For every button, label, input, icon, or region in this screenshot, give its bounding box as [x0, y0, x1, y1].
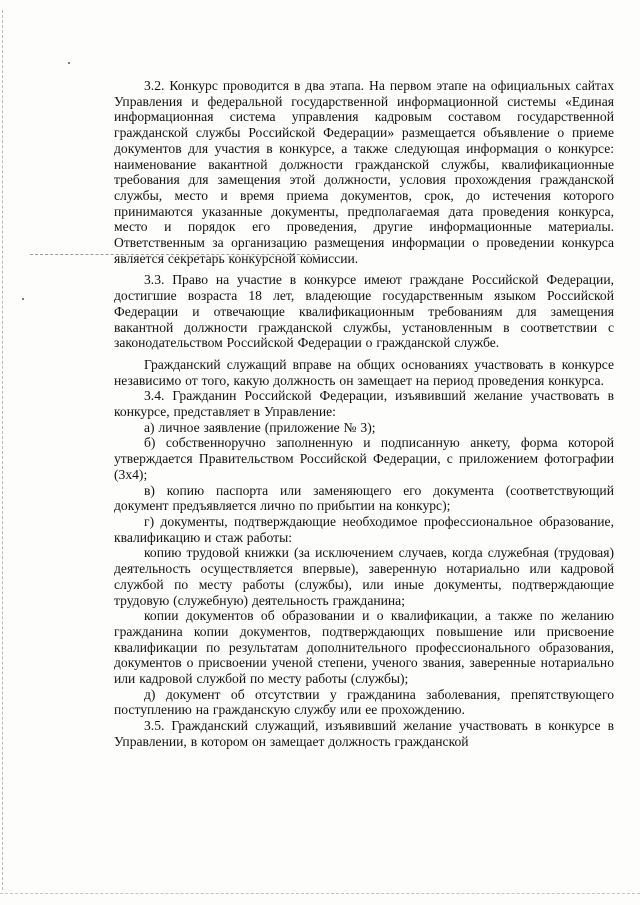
paragraph-3-2: 3.2. Конкурс проводится в два этапа. На первом этапе на официальных сайтах Управления и федеральной государственной информационной системы «Единая информационная система управления кадровым составом государственной гражданской службы Российской Федерации» размещается объявление о приеме документов для участия в конкурсе, а также следующая информация о конкурсе: наименование вакантной должности гражданской службы, квалификационные требования для замещения этой должности, условия прохождения гражданской службы, место и время приема документов, срок, до истечения которого принимаются указанные документы, предполагаемая дата проведения конкурса, место и порядок его проведения, другие информационные материалы. Ответственным за организацию размещения информации о проведении конкурса является секретарь конкурсной комиссии. — [114, 78, 614, 266]
scan-speck — [68, 62, 70, 64]
item-g-workbook: копию трудовой книжки (за исключением случаев, когда служебная (трудовая) деятельность осуществляется впервые), заверенную нотариально или кадровой службой по месту работы (службы), или иные документы, подтверждающие трудовую (служебную) деятельность гражданина; — [114, 545, 614, 608]
item-b: б) собственноручно заполненную и подписанную анкету, форма которой утверждается Правительством Российской Федерации, с приложением фотографии (3х4); — [114, 435, 614, 482]
item-g-education: копии документов об образовании и о квалификации, а также по желанию гражданина копии документов, подтверждающих повышение или присвоение квалификации по результатам дополнительного профессионального образования, документов о присвоении ученой степени, ученого звания, заверенные нотариально или кадровой службой по месту работы (службы); — [114, 608, 614, 687]
paragraph-3-5: 3.5. Гражданский служащий, изъявивший желание участвовать в конкурсе в Управлении, в котором он замещает должность гражданской — [114, 718, 614, 749]
paragraph-civil-servant: Гражданский служащий вправе на общих основаниях участвовать в конкурсе независимо от того, какую должность он замещает на период проведения конкурса. — [114, 356, 614, 388]
document-body — [114, 78, 614, 750]
scan-bottom-line — [0, 893, 640, 894]
paragraph-3-3: 3.3. Право на участие в конкурсе имеют граждане Российской Федерации, достигшие возраста 18 лет, владеющие государственным языком Российской Федерации и отвечающие квалификационным требованиям для замещения вакантной должности гражданской службы, установленным в соответствии с законодательством Российской Федерации о гражданской службе. — [114, 272, 614, 351]
item-v: в) копию паспорта или заменяющего его документа (соответствующий документ предъявляется лично по прибытии на конкурс); — [114, 482, 614, 514]
item-g: г) документы, подтверждающие необходимое профессиональное образование, квалификацию и стаж работы: — [114, 513, 614, 545]
scan-left-edge — [2, 10, 4, 890]
item-a: а) личное заявление (приложение № 3); — [144, 419, 376, 435]
item-d: д) документ об отсутствии у гражданина заболевания, препятствующего поступлению на гражданскую службу или ее прохождению. — [114, 686, 614, 718]
paragraph-3-4: 3.4. Гражданин Российской Федерации, изъявивший желание участвовать в конкурсе, представляет в Управление: — [114, 388, 614, 420]
scan-speck — [22, 298, 24, 300]
